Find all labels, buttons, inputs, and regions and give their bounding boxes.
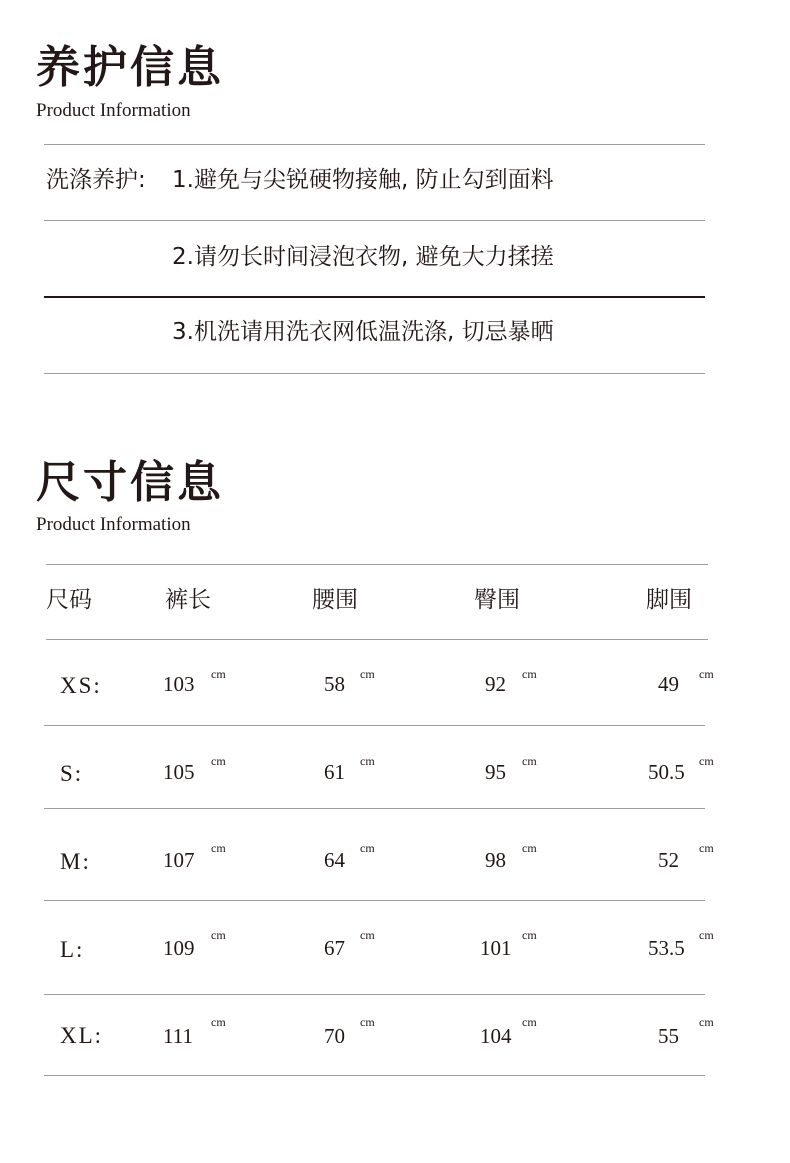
leg-value: 50.5: [648, 760, 685, 784]
unit-label: cm: [699, 667, 714, 681]
size-label: M:: [60, 849, 91, 874]
care-label: 洗涤养护:: [46, 167, 146, 193]
leg-value: 49: [658, 672, 679, 696]
unit-label: cm: [211, 1015, 226, 1029]
unit-label: cm: [360, 1015, 375, 1029]
hip-value: 98: [485, 848, 506, 872]
waist-value: 64: [324, 848, 345, 872]
care-divider-1: [44, 220, 705, 221]
length-value: 111: [163, 1024, 193, 1048]
care-row-2: [0, 246, 790, 276]
header-length: 裤长: [165, 587, 211, 613]
unit-label: cm: [699, 754, 714, 768]
length-value: 103: [163, 672, 195, 696]
leg-value: 52: [658, 848, 679, 872]
hip-value: 95: [485, 760, 506, 784]
care-line-3: 3.机洗请用洗衣网低温洗涤, 切忌暴晒: [172, 319, 554, 345]
unit-label: cm: [360, 754, 375, 768]
unit-label: cm: [211, 928, 226, 942]
waist-value: 61: [324, 760, 345, 784]
size-label: S:: [60, 761, 84, 786]
size-label: L:: [60, 937, 85, 962]
header-divider: [46, 639, 708, 640]
care-divider-2: [44, 296, 705, 298]
unit-label: cm: [522, 667, 537, 681]
care-row-1: [0, 169, 790, 199]
size-top-divider: [46, 564, 708, 565]
unit-label: cm: [360, 841, 375, 855]
unit-label: cm: [522, 928, 537, 942]
size-label: XL:: [60, 1023, 104, 1048]
unit-label: cm: [211, 667, 226, 681]
waist-value: 58: [324, 672, 345, 696]
unit-label: cm: [699, 928, 714, 942]
table-bottom-divider: [44, 1075, 705, 1076]
hip-value: 92: [485, 672, 506, 696]
size-section-title: 尺寸信息: [36, 457, 224, 508]
care-bottom-divider: [44, 373, 705, 374]
header-hip: 臀围: [474, 587, 520, 613]
waist-value: 67: [324, 936, 345, 960]
unit-label: cm: [211, 841, 226, 855]
unit-label: cm: [360, 667, 375, 681]
unit-label: cm: [211, 754, 226, 768]
unit-label: cm: [699, 841, 714, 855]
unit-label: cm: [522, 841, 537, 855]
row-divider: [44, 994, 705, 995]
header-waist: 腰围: [312, 587, 358, 613]
size-section-subtitle: Product Information: [36, 514, 191, 535]
length-value: 107: [163, 848, 195, 872]
care-section-title: 养护信息: [36, 42, 224, 93]
header-size: 尺码: [46, 587, 92, 613]
unit-label: cm: [522, 1015, 537, 1029]
care-section-subtitle: Product Information: [36, 100, 191, 121]
hip-value: 104: [480, 1024, 512, 1048]
care-row-3: [0, 321, 790, 351]
care-line-1: 1.避免与尖锐硬物接触, 防止勾到面料: [172, 167, 554, 193]
care-line-2: 2.请勿长时间浸泡衣物, 避免大力揉搓: [172, 244, 554, 270]
leg-value: 53.5: [648, 936, 685, 960]
waist-value: 70: [324, 1024, 345, 1048]
row-divider: [44, 900, 705, 901]
leg-value: 55: [658, 1024, 679, 1048]
size-label: XS:: [60, 673, 102, 698]
row-divider: [44, 808, 705, 809]
length-value: 105: [163, 760, 195, 784]
length-value: 109: [163, 936, 195, 960]
care-top-divider: [44, 144, 705, 145]
unit-label: cm: [522, 754, 537, 768]
header-leg: 脚围: [646, 587, 692, 613]
unit-label: cm: [360, 928, 375, 942]
row-divider: [44, 725, 705, 726]
hip-value: 101: [480, 936, 512, 960]
unit-label: cm: [699, 1015, 714, 1029]
